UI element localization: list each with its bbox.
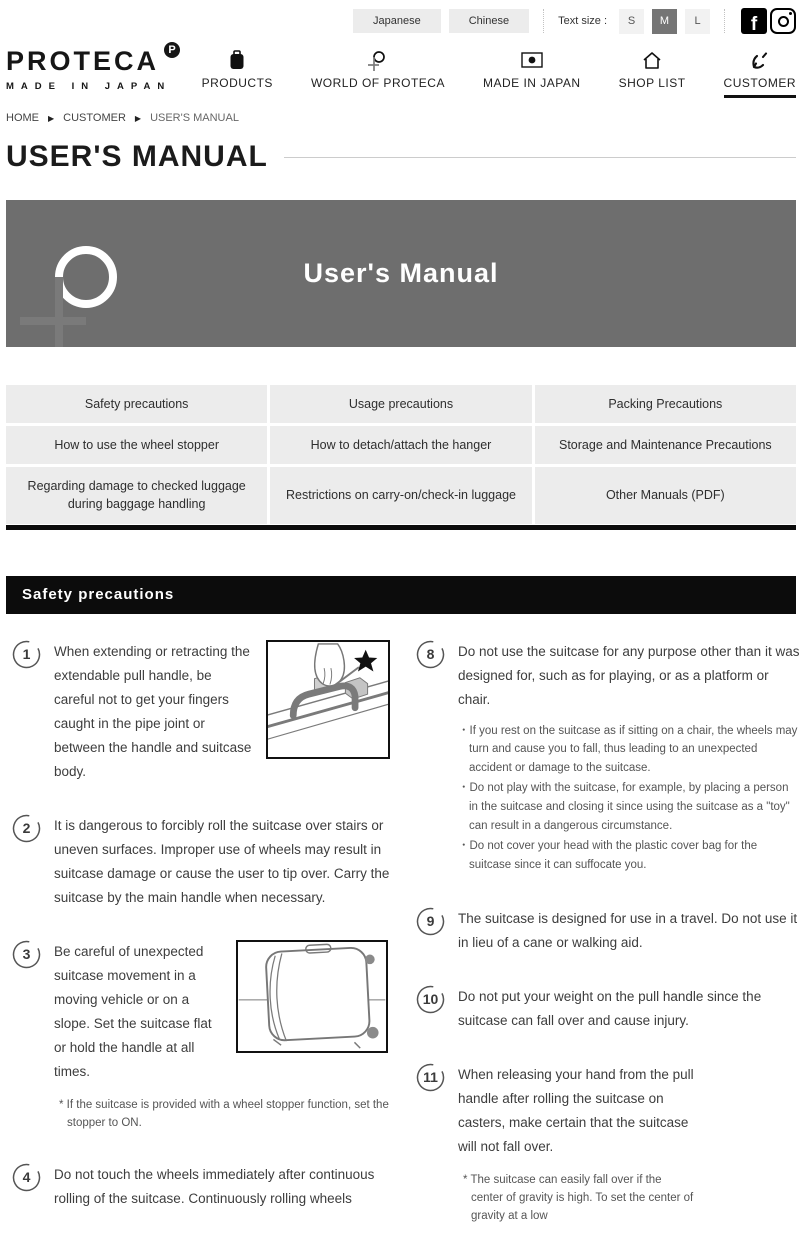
text-size-medium-button[interactable]: M	[652, 9, 677, 34]
item-text: It is dangerous to forcibly roll the suitcase over stairs or uneven surfaces. Improper use of wheels may result in suitcase damage or cause the user to tip over. Carry the suitcase by the main handle when necessary.	[54, 817, 390, 905]
divider	[543, 9, 544, 33]
safety-item-9	[416, 907, 800, 955]
breadcrumb-arrow-icon: ▶	[48, 113, 55, 123]
nav-item-shop-list[interactable]	[619, 50, 686, 98]
proteca-logo[interactable]	[6, 42, 176, 92]
item-text: The suitcase is designed for use in a travel. Do not use it in lieu of a cane or walking aid.	[458, 910, 798, 950]
nav-label: PRODUCTS	[201, 76, 273, 90]
safety-item-3	[12, 940, 390, 1133]
breadcrumb	[0, 98, 802, 124]
breadcrumb-arrow-icon: ▶	[134, 113, 142, 123]
logo-tagline: MADE IN JAPAN	[6, 81, 172, 92]
nav-label: MADE IN JAPAN	[482, 76, 581, 90]
nav-label: SHOP LIST	[618, 76, 686, 90]
link-carryon-checkin[interactable]: Restrictions on carry-on/check-in luggage	[270, 467, 531, 523]
house-icon	[642, 50, 662, 70]
proteca-mark-icon	[368, 50, 388, 70]
link-checked-luggage-damage[interactable]: Regarding damage to checked luggage during baggage handling	[6, 467, 267, 523]
safety-item-4	[12, 1163, 390, 1211]
language-button-japanese[interactable]: Japanese	[353, 9, 441, 33]
instagram-icon[interactable]	[770, 8, 796, 34]
safety-item-1	[12, 640, 390, 784]
item-text: Be careful of unexpected suitcase movement in a moving vehicle or on a slope. Set the suitcase flat or hold the handle at all times.	[54, 943, 212, 1079]
breadcrumb-home[interactable]: HOME	[6, 112, 39, 124]
text-size-label: Text size :	[558, 15, 607, 27]
safety-content	[0, 614, 802, 1256]
bullet: ・Do not cover your head with the plastic cover bag for the suitcase since it can suffocate you.	[458, 840, 758, 871]
divider	[724, 9, 725, 33]
page-title: USER'S MANUAL	[6, 140, 268, 173]
safety-item-8	[416, 640, 800, 877]
link-packing-precautions[interactable]: Packing Precautions	[535, 385, 796, 423]
site-header	[0, 38, 802, 98]
text-size-small-button[interactable]: S	[619, 9, 644, 34]
japan-flag-icon	[521, 50, 543, 70]
item-text: Do not touch the wheels immediately after continuous rolling of the suitcase. Continuously rolling wheels	[54, 1166, 375, 1206]
link-storage-maintenance[interactable]: Storage and Maintenance Precautions	[535, 426, 796, 464]
utility-bar	[0, 0, 802, 38]
item-number-badge: 8	[416, 640, 445, 669]
hero-title: User's Manual	[303, 258, 499, 288]
nav-label: CUSTOMER	[723, 76, 796, 90]
facebook-icon[interactable]: f	[741, 8, 767, 34]
item-number-badge: 1	[12, 640, 41, 669]
nav-label: WORLD OF PROTECA	[310, 76, 445, 90]
phone-icon	[751, 50, 769, 70]
nav-item-world-of-proteca[interactable]	[311, 50, 445, 98]
nav-item-made-in-japan[interactable]	[483, 50, 581, 98]
suitcase-icon	[229, 50, 245, 70]
safety-item-11	[416, 1063, 800, 1226]
flat-suitcase-illustration	[236, 940, 388, 1053]
link-other-manuals-pdf[interactable]: Other Manuals (PDF)	[535, 467, 796, 523]
content-left-column	[12, 640, 390, 1256]
item-footnote: * If the suitcase is provided with a wheel stopper function, set the stopper to ON.	[59, 1098, 389, 1130]
bullet: ・If you rest on the suitcase as if sitting on a chair, the wheels may turn and cause you to fall, thus leading to an unexpected accident or damage to the suitcase.	[458, 724, 798, 774]
safety-item-10	[416, 985, 800, 1033]
item-text: When releasing your hand from the pull handle after rolling the suitcase on casters, make certain that the suitcase will not fall over.	[458, 1066, 694, 1154]
manual-link-table	[6, 385, 796, 524]
breadcrumb-customer[interactable]: CUSTOMER	[63, 112, 126, 124]
breadcrumb-current: USER'S MANUAL	[150, 112, 239, 124]
item-number-badge: 4	[12, 1163, 41, 1192]
link-usage-precautions[interactable]: Usage precautions	[270, 385, 531, 423]
language-button-chinese[interactable]: Chinese	[449, 9, 529, 33]
item-number-badge: 2	[12, 814, 41, 843]
link-hanger[interactable]: How to detach/attach the hanger	[270, 426, 531, 464]
item-text: Do not put your weight on the pull handle since the suitcase can fall over and cause injury.	[458, 988, 762, 1028]
item-footnote: * The suitcase can easily fall over if the center of gravity is high. To set the center of gravity at a low	[463, 1173, 694, 1223]
table-bottom-rule	[6, 525, 796, 530]
hero-banner	[6, 200, 796, 347]
item-text: Do not use the suitcase for any purpose other than it was designed for, such as for playing, or as a platform or chair.	[458, 643, 800, 707]
content-right-column	[416, 640, 800, 1256]
title-rule	[284, 157, 796, 158]
main-nav	[202, 42, 796, 98]
bullet: ・Do not play with the suitcase, for example, by placing a person in the suitcase and closing it since using the suitcase as a "toy" can result in a dangerous circumstance.	[458, 782, 790, 832]
logo-wordmark: PROTECA	[6, 46, 160, 76]
item-number-badge: 9	[416, 907, 445, 936]
social-links	[741, 8, 796, 34]
nav-item-customer[interactable]	[724, 50, 796, 98]
nav-item-products[interactable]	[202, 50, 273, 98]
item-text: When extending or retracting the extendable pull handle, be careful not to get your fingers caught in the pipe joint or between the handle and suitcase body.	[54, 643, 252, 779]
item-bullets	[458, 722, 800, 875]
item-number-badge: 3	[12, 940, 41, 969]
page-title-row	[0, 124, 802, 174]
section-header-safety-precautions: Safety precautions	[6, 576, 796, 614]
link-wheel-stopper[interactable]: How to use the wheel stopper	[6, 426, 267, 464]
handle-pinch-illustration	[266, 640, 390, 759]
logo-p-mark-icon: P	[164, 42, 180, 58]
item-number-badge: 11	[416, 1063, 445, 1092]
text-size-large-button[interactable]: L	[685, 9, 710, 34]
item-number-badge: 10	[416, 985, 445, 1014]
safety-item-2	[12, 814, 390, 910]
link-safety-precautions[interactable]: Safety precautions	[6, 385, 267, 423]
